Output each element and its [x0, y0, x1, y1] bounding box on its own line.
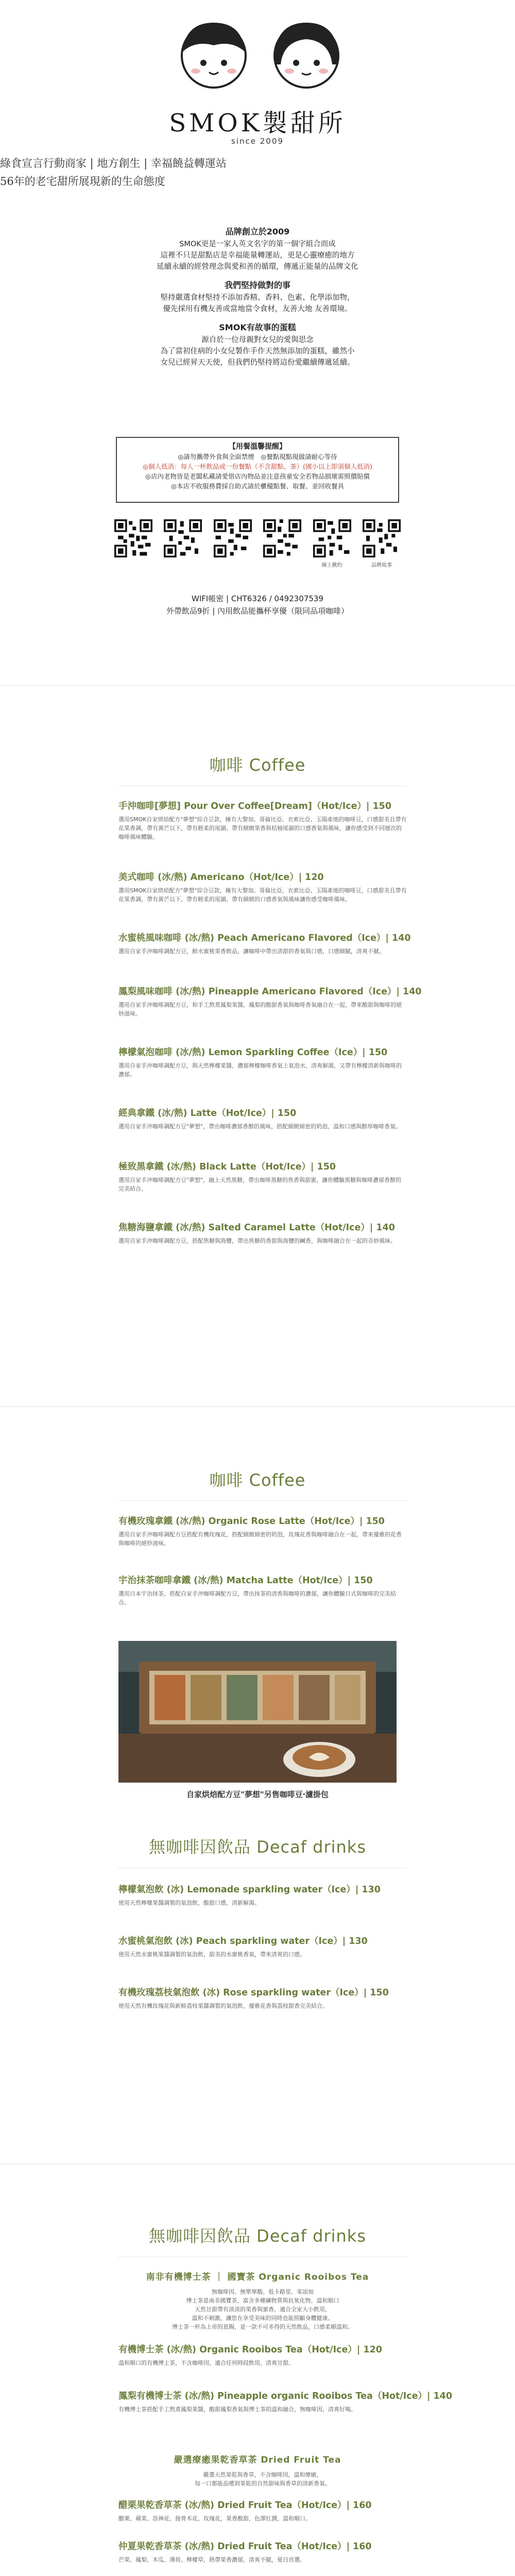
brand-name: SMOK製甜所	[169, 109, 346, 138]
notice-line: ◎本店不收服務費採自助式請於櫃檯點餐、取餐、並回收餐具	[171, 482, 344, 490]
qr-code-row	[113, 519, 402, 576]
qr-icon	[114, 519, 152, 557]
fruit-tea-title: 嚴選療癒果乾香草茶 Dried Fruit Tea	[174, 2455, 341, 2465]
coffee-decaf-page	[0, 1406, 515, 2164]
menu-item: 有機博士茶 (冰/熱) Organic Rooibos Tea（Hot/Ice）| 120 溫和順口的有機博士茶，不含咖啡因，適合任何時段飲用，清爽甘甜。	[118, 2345, 382, 2366]
story-line: 延續永續的經營理念與愛和善的循環，傳遞正能量的品牌文化	[157, 263, 358, 271]
qr-code[interactable]	[163, 519, 203, 576]
menu-item: 手沖咖啡[夢想] Pour Over Coffee[Dream]（Hot/Ice）| 150 選用SMOK自家烘焙配方"夢想"綜合豆款，擁有大黎加、哥倫比亞、衣索比亞、玉陽產地的咖啡豆，口感甜美且帶有花果香調，帶有黃芒以下，帶有輕柔的尾韻。帶有細緻果香與桔柚尾韻的口感香氣與風味，讓你感受到不同層次的咖啡風味體驗。	[118, 801, 407, 840]
cake-line: 為了當初住病的小女兒製作手作天然無添加的蛋糕，雖然小	[160, 347, 355, 355]
since-year: since 2009	[231, 137, 284, 146]
notice-line: ◎店內老物皆是老闆私藏請愛惜店內物品並注意孩童安全若物品損壞需照價賠償	[145, 472, 370, 480]
qr-icon	[164, 519, 202, 557]
brand-story	[0, 219, 515, 368]
intro-page	[0, 0, 515, 685]
story-line: SMOK更是一家人英文名字的第一個字組合而成	[179, 240, 336, 248]
fruit-tea-description: 嚴選天然果乾與香草，不含咖啡因，溫和療癒， 每一口都能品嚐到果乾的自然甜味與香草的清新香氣。	[195, 2471, 331, 2487]
coffee-beans-photo	[118, 1641, 397, 1783]
coffee-page	[0, 685, 515, 1406]
menu-item: 有機玫瑰荔枝氣泡飲 (冰) Rose sparkling water（Ice）| 150 使用天然有機玫瑰花與新鮮荔枝果醬調製的氣泡飲，優雅花香與荔枝甜香完美結合。	[118, 1988, 389, 2009]
menu-item: 美式咖啡 (冰/熱) Americano（Hot/Ice）| 120 選用SMOK自家烘焙配方"夢想"綜合豆款，擁有大黎加、哥倫比亞、衣索比亞、玉陽產地的咖啡豆，口感甜美且帶有花果香調，帶有黃芒以下，帶有輕柔的尾韻。帶有細緻的口感香氣與風味讓你感受咖啡風味。	[118, 872, 407, 903]
section-title: 咖啡 Coffee	[209, 1470, 306, 1490]
menu-item: 極致黑拿鐵 (冰/熱) Black Latte（Hot/Ice）| 150 選用自家手沖咖啡調配方豆"夢想"，融上天然黑糖，帶出咖啡黑糖的焦香與甜蜜，讓你體驗黑糖與咖啡濃郁香醇的完美結合。	[118, 1162, 402, 1192]
qr-code-online-booking[interactable]: 線上揪約	[312, 519, 352, 576]
notice-line: ◎個人低消：每人一杯飲品或一份餐點（不含甜點、茶）(國小以上即須個人低消)	[143, 463, 372, 470]
photo-caption: 自家烘焙配方豆"夢想"另售咖啡豆‧濾掛包	[186, 1790, 329, 1799]
intro-slogans	[0, 155, 515, 191]
cake-line: 源自於一位母親對女兒的愛與思念	[201, 336, 314, 344]
rooibos-description: 無咖啡因、無單寧酸、低卡路里、零添加 博士茶是南非國寶茶，富含多種礦物質與抗氧化物，溫和順口 天然甘甜帶有淡淡的果香與蜜香，適合全家大小飲用， 溫和不刺激，讓您在享受美味的同時也能照顧身體健康。 博士茶一杯為上帝的恩賜，是一款不可多得的天然飲品，口感柔順溫和。	[172, 2289, 353, 2330]
boy-face-icon	[175, 15, 252, 93]
qr-icon	[313, 519, 351, 557]
slogan-line: 56年的老宅甜所展現新的生命態度	[0, 175, 165, 188]
story-line: 這裡不只是甜點店是幸福能量轉運站，更是心靈療癒的地方	[160, 251, 355, 260]
notice-line: ◎請勿攜帶外食與全面禁煙 ◎餐點現點現做請耐心等待	[178, 453, 337, 461]
menu-item: 經典拿鐵 (冰/熱) Latte（Hot/Ice）| 150 選用自家手沖咖啡調配方豆"夢想"，帶出咖啡濃郁香醇的風味，搭配細緻綿密的奶泡，溫和口感與醇厚咖啡香氣。	[118, 1108, 402, 1130]
qr-icon	[363, 519, 401, 557]
menu-item: 檸檬氣泡咖啡 (冰/熱) Lemon Sparkling Coffee（Ice）| 150 選用自家手沖咖啡調配方豆，與天然檸檬果醬，濃郁檸檬咖啡香氣上氣泡水，清爽解渴，又帶有檸檬清新與咖啡的濃郁。	[118, 1047, 402, 1078]
qr-code[interactable]	[213, 519, 253, 576]
qr-icon	[214, 519, 252, 557]
brand-logo	[0, 5, 515, 155]
qr-code-brand-story[interactable]: 品牌故事	[362, 519, 402, 576]
qr-code[interactable]	[113, 519, 153, 576]
section-rule	[118, 1500, 407, 1501]
section-title: 咖啡 Coffee	[209, 755, 306, 775]
decaf-tea-page	[0, 2164, 515, 2576]
menu-item: 仲夏果乾香草茶 (冰/熱) Dried Fruit Tea（Hot/Ice）| 160 芒果、鳳梨、木瓜、薄荷、檸檬草，熱帶果香濃郁，清爽不膩，夏日首選。	[118, 2541, 372, 2563]
menu-item: 檸檬氣泡飲 (冰) Lemonade sparkling water（Ice）| 130 使用天然檸檬果醬調製的氣泡飲，酸甜口感，清新解渴。	[118, 1885, 381, 1906]
qr-icon	[263, 519, 301, 557]
menu-item: 醋栗果乾香草茶 (冰/熱) Dried Fruit Tea（Hot/Ice）| 160 醋栗、蘋果、洛神花、接骨木花、玫瑰花，果香酸甜，色澤紅潤，溫和順口。	[118, 2500, 372, 2522]
coffee-photo-image	[118, 1641, 397, 1783]
menu-item: 焦糖海鹽拿鐵 (冰/熱) Salted Caramel Latte（Hot/Ice）| 140 選用自家手沖咖啡調配方豆，搭配焦糖與海鹽，帶出焦糖的香甜與海鹽的鹹香，與咖啡融合在一起的奇妙風味。	[118, 1223, 396, 1244]
menu-item: 宇治抹茶咖啡拿鐵 (冰/熱) Matcha Latte（Hot/Ice）| 150 選用日本宇治抹茶，搭配自家手沖咖啡調配方豆，帶出抹茶的清香與咖啡的濃郁，讓你體驗日式與咖啡的完美結合。	[118, 1575, 396, 1606]
wifi-info: WIFI帳密 | CHT6326 / 0492307539	[191, 594, 323, 603]
discount-info: 外帶飲品9折 | 內用飲品能攜杯享優（限同品項咖啡）	[166, 606, 349, 616]
menu-item: 有機玫瑰拿鐵 (冰/熱) Organic Rose Latte（Hot/Ice）| 150 選用自家手沖咖啡調配方豆搭配有機玫瑰花，搭配細緻綿密的奶泡，玫瑰花香與咖啡融合在一起，帶來優雅的花香與咖啡的絕妙滋味。	[118, 1516, 402, 1547]
cake-title: SMOK有故事的蛋糕	[219, 323, 296, 332]
menu-item: 鳳梨風味咖啡 (冰/熱) Pineapple Americano Flavored（Ice）| 140 選用自家手沖咖啡調配方豆，和手工熬煮鳳梨果醬，鳳梨的酸甜香氣與咖啡香氣融合在一起，帶來酸甜與咖啡的絕妙滋味。	[118, 987, 422, 1017]
contact-info	[0, 592, 515, 617]
stick-title: 我們堅持做對的事	[224, 280, 290, 290]
menu-item: 水蜜桃氣泡飲 (冰) Peach sparkling water（Ice）| 130 使用天然水蜜桃果醬調製的氣泡飲，甜美的水蜜桃香氣，帶來清爽的口感。	[118, 1936, 368, 1958]
stick-line: 堅持嚴選食材堅持不添加香精、香料、色素、化學添加物，	[160, 294, 355, 302]
section-title: 無咖啡因飲品 Decaf drinks	[149, 2226, 366, 2246]
qr-code[interactable]	[262, 519, 302, 576]
stick-line: 優先採用有機友善或當地當令食材，友善大地 友善環境。	[163, 305, 352, 313]
rooibos-title: 南非有機博士茶 ｜ 國寶茶 Organic Rooibos Tea	[146, 2272, 369, 2282]
notice-title: 【用餐溫馨提醒】	[229, 443, 286, 451]
story-title: 品牌創立於2009	[225, 227, 290, 236]
slogan-line: 綠食宣言行動商家 | 地方創生 | 幸福饒益轉運站	[0, 157, 227, 170]
menu-item: 鳳梨有機博士茶 (冰/熱) Pineapple organic Rooibos Tea（Hot/Ice）| 140 有機博士茶搭配手工熬煮鳳梨果醬，酸甜鳳梨香氣與博士茶的溫和融合，無咖啡因，清爽好喝。	[118, 2391, 453, 2413]
girl-face-icon	[268, 15, 345, 93]
menu-item: 水蜜桃風味咖啡 (冰/熱) Peach Americano Flavored（Ice）| 140 選用自家手沖咖啡調配方豆，鮮水蜜桃果香飲品，讓咖啡中帶出清甜的香氣與口感，口感細膩，清爽不膩。	[118, 933, 411, 955]
cake-line: 女兒已經昇天天使，但我們仍堅持將這份愛繼續傳遞延續。	[160, 359, 355, 367]
dining-notice	[116, 437, 399, 503]
section-title: 無咖啡因飲品 Decaf drinks	[149, 1837, 366, 1857]
